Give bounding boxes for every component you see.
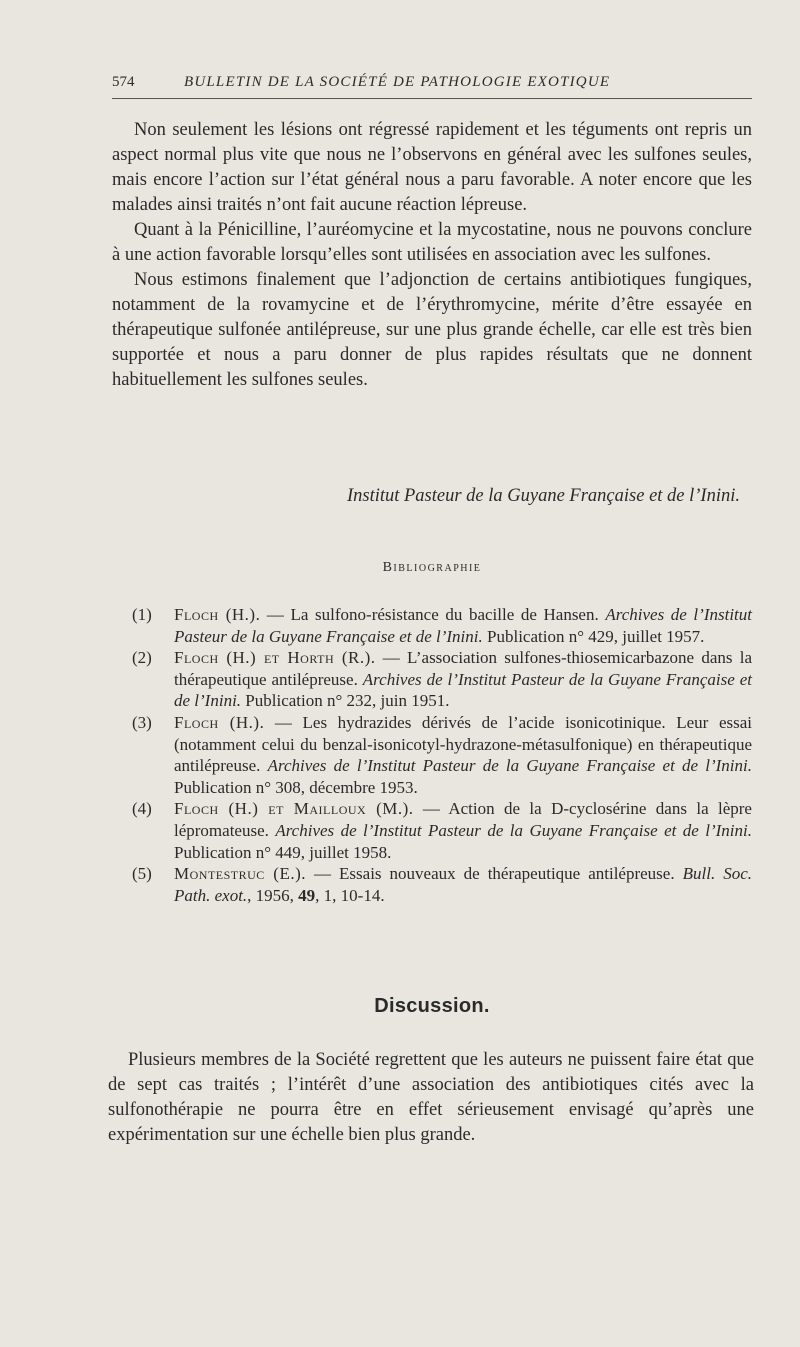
reference-item [132, 647, 752, 712]
reference-details: Publication n° 308, décembre 1953. [174, 777, 418, 797]
paragraph: Quant à la Pénicilline, l’auréomycine et la mycostatine, nous ne pouvons conclure à une action favorable lorsqu’elles sont utilisées en association avec les sulfones. [112, 220, 752, 265]
bibliography-heading: Bibliographie [382, 560, 482, 575]
reference-item [132, 798, 752, 863]
reference-pages: , 1, 10-14. [315, 885, 385, 905]
reference-title: — La sulfono-résistance du bacille de Hansen. [260, 605, 606, 624]
reference-number: (2) [132, 648, 152, 668]
reference-authors: Floch (H.). [174, 605, 261, 624]
reference-details: Publication n° 449, juillet 1958. [174, 842, 392, 862]
reference-journal: Archives de l’Institut Pasteur de la Guyane Française et de l’Inini. [267, 756, 752, 776]
reference-journal: Archives de l’Institut Pasteur de la Guyane Française et de l’Inini. [174, 669, 752, 711]
reference-number: (5) [132, 864, 152, 884]
body-text [112, 118, 752, 393]
reference-number: (4) [132, 799, 152, 819]
reference-number: (3) [132, 712, 152, 732]
paragraph: Plusieurs membres de la Société regrettent que les auteurs ne puissent faire état que de sept cas traités ; l’intérêt d’une association des antibiotiques cités avec la sulfonothérapie ne pourra être en effet sérieusement envisagé qu’après une expérimentation sur une échelle bien plus grande. [108, 1050, 754, 1145]
reference-item [132, 863, 752, 906]
reference-details: Publication n° 232, juin 1951. [241, 691, 450, 711]
bibliography-list [132, 604, 752, 906]
reference-title: — Les hydrazides dérivés de l’acide isonicotinique. Leur essai (notamment celui du benzal-isonicotyl-hydrazone-métasulfonique) en thérapeutique antilépreuse. [174, 712, 752, 776]
reference-authors: Montestruc (E.). [174, 864, 307, 884]
discussion-heading: Discussion. [374, 995, 490, 1017]
paragraph: Non seulement les lésions ont régressé rapidement et les téguments ont repris un aspect normal plus vite que nous ne l’observons en général avec les sulfones seules, mais encore l’action sur l’état général nous a paru favorable. A noter encore que les malades ainsi traités n’ont fait aucune réaction lépreuse. [112, 120, 752, 215]
reference-number: (1) [132, 605, 152, 624]
reference-authors: Floch (H.). [174, 712, 265, 732]
page-number: 574 [112, 74, 135, 90]
reference-title: — Action de la D-cyclosérine dans la lèpre lépromateuse. [174, 799, 752, 840]
running-title: BULLETIN DE LA SOCIÉTÉ DE PATHOLOGIE EXOTIQUE [184, 74, 611, 90]
institution-signature: Institut Pasteur de la Guyane Française et de l’Inini. [346, 486, 740, 506]
reference-volume: 49 [298, 885, 316, 905]
reference-details: , 1956, [247, 885, 299, 905]
discussion-text [108, 1048, 754, 1148]
reference-details: Publication n° 429, juillet 1957. [482, 626, 705, 646]
reference-title: — L’association sulfones-thiosemicarbazone dans la thérapeutique antilépreuse. [174, 648, 753, 689]
reference-item [132, 604, 752, 647]
reference-item [132, 712, 752, 798]
reference-journal: Bull. Soc. Path. exot. [174, 864, 752, 905]
paragraph: Nous estimons finalement que l’adjonction de certains antibiotiques fungiques, notamment de la rovamycine et de l’érythromycine, mérite d’être essayée en thérapeutique sulfonée antilépreuse, sur une plus grande échelle, car elle est très bien supportée et nous a paru donner de plus rapides résultats que ne donnent habituellement les sulfones seules. [112, 270, 752, 390]
reference-title: — Essais nouveaux de thérapeutique antilépreuse. [306, 864, 683, 884]
reference-authors: Floch (H.) et Horth (R.). [174, 648, 376, 668]
reference-journal: Archives de l’Institut Pasteur de la Guyane Française et de l’Inini. [275, 820, 752, 840]
running-header [112, 72, 752, 99]
reference-journal: Archives de l’Institut Pasteur de la Guyane Française et de l’Inini. [174, 605, 752, 646]
reference-authors: Floch (H.) et Mailloux (M.). [174, 799, 414, 819]
